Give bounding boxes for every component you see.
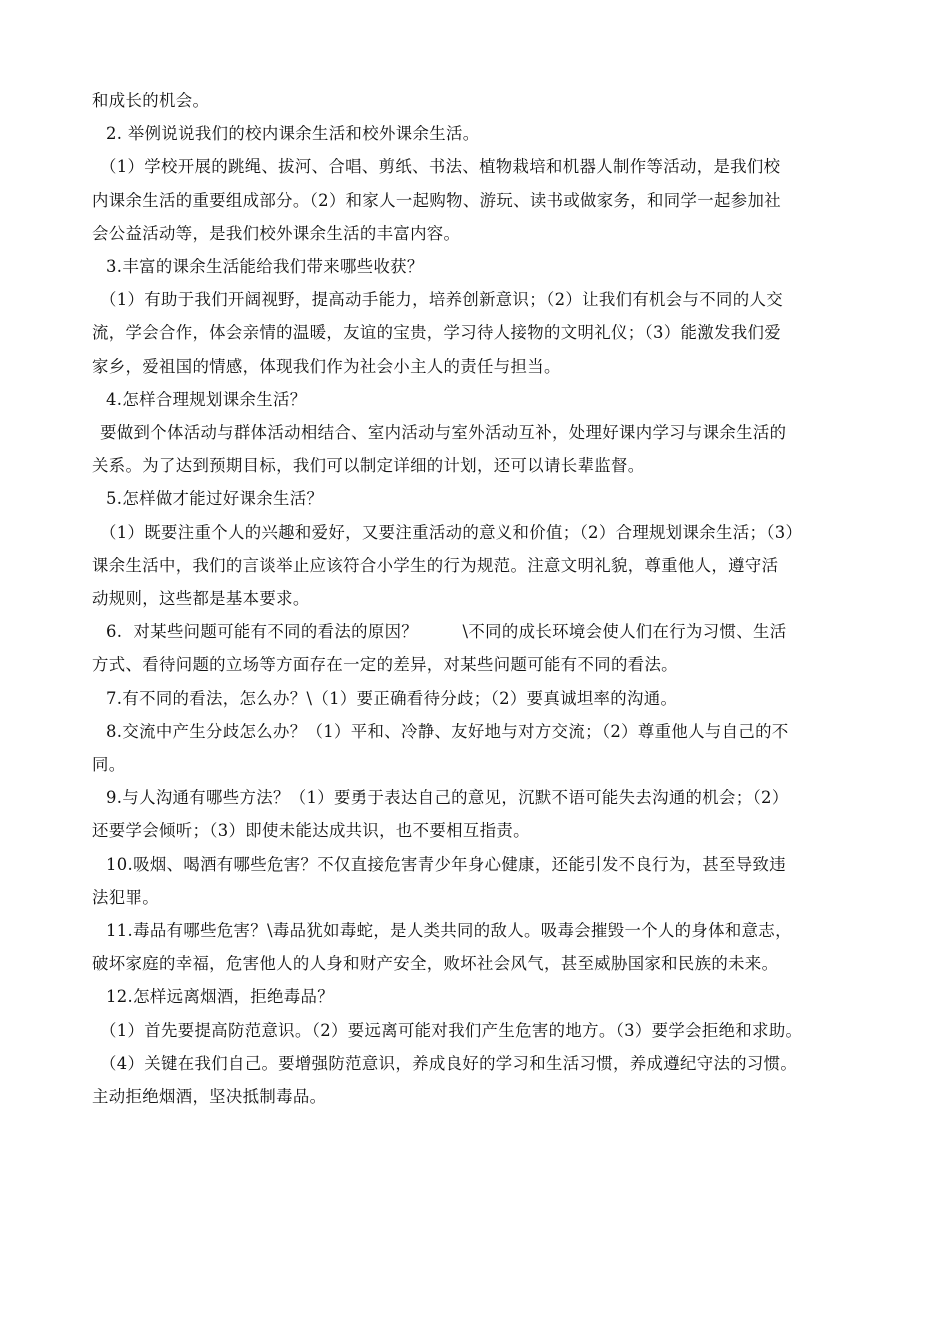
question-8-line-2: 同。 xyxy=(92,755,126,775)
answer-4-line-1: 要做到个体活动与群体活动相结合、室内活动与室外活动互补，处理好课内学习与课余生活的 xyxy=(100,423,787,443)
answer-2-line-1: （1）学校开展的跳绳、拔河、合唱、剪纸、书法、植物栽培和机器人制作等活动，是我们校 xyxy=(100,157,781,177)
answer-5-line-3: 动规则，这些都是基本要求。 xyxy=(92,589,310,609)
question-10-line-2: 法犯罪。 xyxy=(92,887,159,907)
question-10-line-1: 10.吸烟、喝酒有哪些危害？不仅直接危害青少年身心健康，还能引发不良行为，甚至导致违 xyxy=(106,854,786,874)
question-9-line-2: 还要学会倾听；（3）即使未能达成共识，也不要相互指责。 xyxy=(92,821,530,841)
question-6: 6. 对某些问题可能有不同的看法的原因？ \不同的成长环境会使人们在行为习惯、生活 xyxy=(106,622,787,642)
answer-2-line-3: 会公益活动等，是我们校外课余生活的丰富内容。 xyxy=(92,223,461,243)
answer-3-line-2: 流，学会合作，体会亲情的温暖，友谊的宝贵，学习待人接物的文明礼仪；（3）能激发我们爱 xyxy=(92,323,781,343)
question-5: 5.怎样做才能过好课余生活？ xyxy=(106,489,324,509)
question-11-line-1: 11.毒品有哪些危害？\毒品犹如毒蛇，是人类共同的敌人。吸毒会摧毁一个人的身体和意志， xyxy=(106,921,792,941)
question-3: 3.丰富的课余生活能给我们带来哪些收获？ xyxy=(106,257,424,277)
answer-5-line-1: （1）既要注重个人的兴趣和爱好，又要注重活动的意义和价值；（2）合理规划课余生活；（3） xyxy=(100,522,803,542)
answer-12-line-3: 主动拒绝烟酒，坚决抵制毒品。 xyxy=(92,1087,327,1107)
answer-2-line-2: 内课余生活的重要组成部分。（2）和家人一起购物、游玩、读书或做家务，和同学一起参加社 xyxy=(92,190,781,210)
answer-3-line-3: 家乡，爱祖国的情感，体现我们作为社会小主人的责任与担当。 xyxy=(92,356,561,376)
answer-12-line-2: （4）关键在我们自己。要增强防范意识，养成良好的学习和生活习惯，养成遵纪守法的习惯。 xyxy=(100,1053,798,1073)
question-7: 7.有不同的看法，怎么办？\（1）要正确看待分歧；（2）要真诚坦率的沟通。 xyxy=(106,688,678,708)
question-8-line-1: 8.交流中产生分歧怎么办？（1）平和、冷静、友好地与对方交流；（2）尊重他人与自己的不 xyxy=(106,721,789,741)
document-body xyxy=(92,84,882,1113)
question-2: 2. 举例说说我们的校内课余生活和校外课余生活。 xyxy=(106,124,480,144)
question-4: 4.怎样合理规划课余生活？ xyxy=(106,389,307,409)
question-9-line-1: 9.与人沟通有哪些方法？（1）要勇于表达自己的意见，沉默不语可能失去沟通的机会；（2） xyxy=(106,788,789,808)
question-12: 12.怎样远离烟酒，拒绝毒品？ xyxy=(106,987,335,1007)
text-line-1: 和成长的机会。 xyxy=(92,91,210,110)
question-11-line-2: 破坏家庭的幸福，危害他人的人身和财产安全，败坏社会风气，甚至威胁国家和民族的未来。 xyxy=(92,954,779,974)
answer-6-line-2: 方式、看待问题的立场等方面存在一定的差异，对某些问题可能有不同的看法。 xyxy=(92,655,678,675)
answer-3-line-1: （1）有助于我们开阔视野，提高动手能力，培养创新意识；（2）让我们有机会与不同的人交 xyxy=(100,290,783,310)
answer-4-line-2: 关系。为了达到预期目标，我们可以制定详细的计划，还可以请长辈监督。 xyxy=(92,456,645,476)
answer-12-line-1: （1）首先要提高防范意识。（2）要远离可能对我们产生危害的地方。（3）要学会拒绝和求助。 xyxy=(100,1020,803,1040)
answer-5-line-2: 课余生活中，我们的言谈举止应该符合小学生的行为规范。注意文明礼貌，尊重他人，遵守活 xyxy=(92,555,779,575)
